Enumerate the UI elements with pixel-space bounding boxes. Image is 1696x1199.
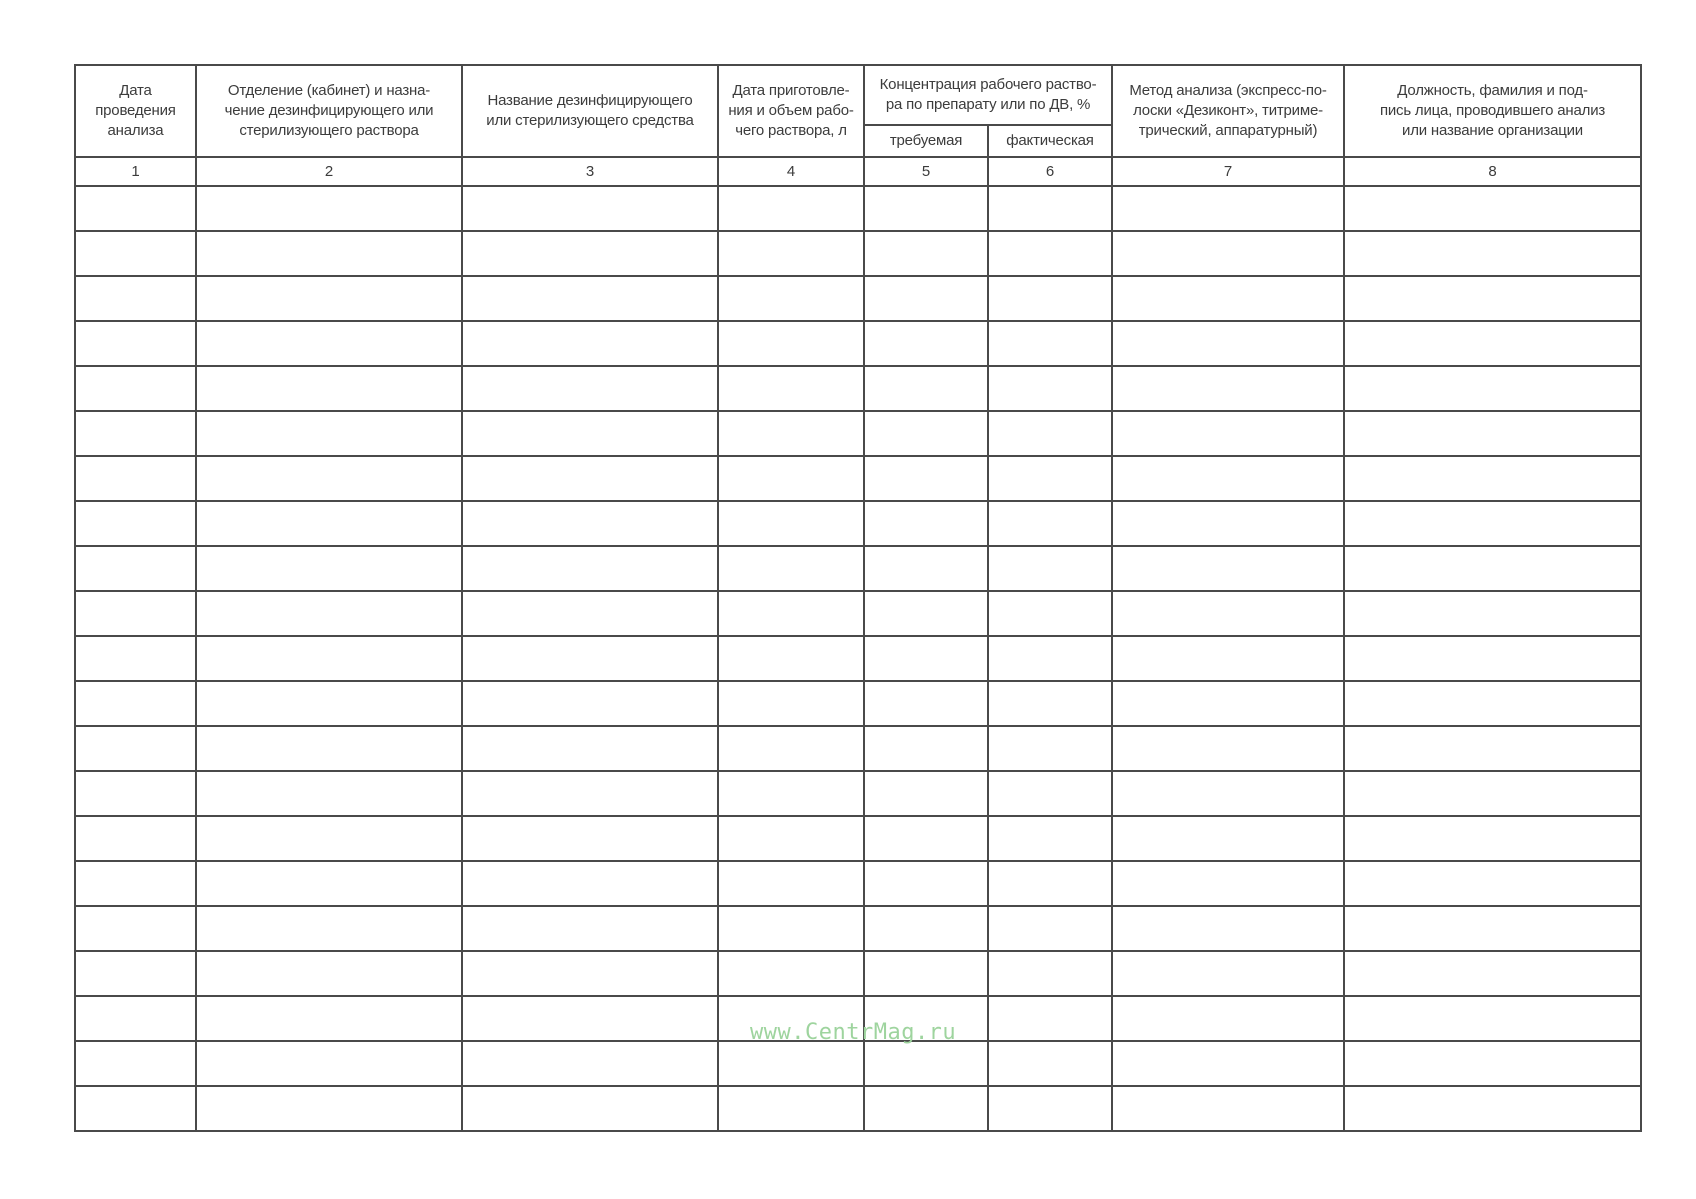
table-cell[interactable] xyxy=(196,816,462,861)
table-cell[interactable] xyxy=(988,321,1112,366)
table-cell[interactable] xyxy=(462,456,718,501)
table-cell[interactable] xyxy=(718,681,864,726)
table-cell[interactable] xyxy=(988,816,1112,861)
table-row xyxy=(75,636,1641,681)
table-cell[interactable] xyxy=(718,231,864,276)
table-cell[interactable] xyxy=(1112,636,1344,681)
table-cell[interactable] xyxy=(718,546,864,591)
table-cell[interactable] xyxy=(196,951,462,996)
table-cell[interactable] xyxy=(196,501,462,546)
table-cell[interactable] xyxy=(1344,906,1641,951)
column-number: 3 xyxy=(462,157,718,186)
table-cell[interactable] xyxy=(196,1041,462,1086)
table-cell[interactable] xyxy=(75,501,196,546)
table-cell[interactable] xyxy=(75,186,196,231)
table-cell[interactable] xyxy=(196,546,462,591)
table-cell[interactable] xyxy=(864,726,988,771)
table-cell[interactable] xyxy=(75,1086,196,1131)
table-body xyxy=(75,157,1641,1131)
table-cell[interactable] xyxy=(718,861,864,906)
table-cell[interactable] xyxy=(462,1041,718,1086)
table-cell[interactable] xyxy=(1344,546,1641,591)
table-cell[interactable] xyxy=(718,906,864,951)
table-cell[interactable] xyxy=(988,591,1112,636)
table-cell[interactable] xyxy=(1344,321,1641,366)
table-cell[interactable] xyxy=(462,726,718,771)
table-cell[interactable] xyxy=(1112,231,1344,276)
table-cell[interactable] xyxy=(988,231,1112,276)
table-row xyxy=(75,546,1641,591)
table-row xyxy=(75,411,1641,456)
table-cell[interactable] xyxy=(196,591,462,636)
table-cell[interactable] xyxy=(864,276,988,321)
table-cell[interactable] xyxy=(196,771,462,816)
table-cell[interactable] xyxy=(988,1041,1112,1086)
table-cell[interactable] xyxy=(718,636,864,681)
table-cell[interactable] xyxy=(75,276,196,321)
table-cell[interactable] xyxy=(75,546,196,591)
table-cell[interactable] xyxy=(1112,501,1344,546)
table-cell[interactable] xyxy=(864,681,988,726)
table-row xyxy=(75,771,1641,816)
table-cell[interactable] xyxy=(718,726,864,771)
column-number: 7 xyxy=(1112,157,1344,186)
table-cell[interactable] xyxy=(75,951,196,996)
table-cell[interactable] xyxy=(75,681,196,726)
column-number: 6 xyxy=(988,157,1112,186)
table-cell[interactable] xyxy=(196,276,462,321)
table-cell[interactable] xyxy=(988,771,1112,816)
table-cell[interactable] xyxy=(864,186,988,231)
table-cell[interactable] xyxy=(988,456,1112,501)
table-cell[interactable] xyxy=(718,771,864,816)
table-cell[interactable] xyxy=(1112,366,1344,411)
table-cell[interactable] xyxy=(988,636,1112,681)
table-row xyxy=(75,726,1641,771)
header-concentration: Концентрация рабочего раство- ра по препарату или по ДВ, % xyxy=(864,65,1112,125)
table-cell[interactable] xyxy=(718,1041,864,1086)
table-cell[interactable] xyxy=(864,501,988,546)
table-cell[interactable] xyxy=(1344,186,1641,231)
table-cell[interactable] xyxy=(196,636,462,681)
table-cell[interactable] xyxy=(988,861,1112,906)
table-cell[interactable] xyxy=(988,366,1112,411)
table-cell[interactable] xyxy=(864,636,988,681)
table-cell[interactable] xyxy=(462,906,718,951)
table-cell[interactable] xyxy=(988,186,1112,231)
table-cell[interactable] xyxy=(1344,951,1641,996)
table-cell[interactable] xyxy=(864,816,988,861)
analysis-log-table xyxy=(74,64,1642,1132)
header-agent-name: Название дезинфицирующего или стерилизующего средства xyxy=(462,65,718,157)
column-number: 2 xyxy=(196,157,462,186)
table-cell[interactable] xyxy=(75,906,196,951)
column-number: 4 xyxy=(718,157,864,186)
table-row xyxy=(75,1041,1641,1086)
table-cell[interactable] xyxy=(988,996,1112,1041)
table-cell[interactable] xyxy=(718,501,864,546)
table-row xyxy=(75,591,1641,636)
table-cell[interactable] xyxy=(196,906,462,951)
table-cell[interactable] xyxy=(1344,591,1641,636)
table-cell[interactable] xyxy=(462,861,718,906)
table-cell[interactable] xyxy=(1344,456,1641,501)
table-cell[interactable] xyxy=(75,321,196,366)
table-cell[interactable] xyxy=(1344,231,1641,276)
table-cell[interactable] xyxy=(864,366,988,411)
table-cell[interactable] xyxy=(988,276,1112,321)
table-cell[interactable] xyxy=(462,951,718,996)
table-cell[interactable] xyxy=(1344,816,1641,861)
table-cell[interactable] xyxy=(75,816,196,861)
table-cell[interactable] xyxy=(1344,1041,1641,1086)
table-cell[interactable] xyxy=(718,951,864,996)
table-cell[interactable] xyxy=(196,681,462,726)
table-row xyxy=(75,501,1641,546)
table-row xyxy=(75,906,1641,951)
header-analysis-method: Метод анализа (экспресс-по- лоски «Дезиконт», титриме- трический, аппаратурный) xyxy=(1112,65,1344,157)
table-row xyxy=(75,231,1641,276)
table-cell[interactable] xyxy=(1112,456,1344,501)
table-cell[interactable] xyxy=(988,411,1112,456)
table-cell[interactable] xyxy=(718,411,864,456)
table-row xyxy=(75,861,1641,906)
table-cell[interactable] xyxy=(718,321,864,366)
table-cell[interactable] xyxy=(462,231,718,276)
column-number-row xyxy=(75,157,1641,186)
table-cell[interactable] xyxy=(1344,861,1641,906)
table-cell[interactable] xyxy=(75,771,196,816)
table-cell[interactable] xyxy=(196,231,462,276)
table-cell[interactable] xyxy=(718,366,864,411)
table-cell[interactable] xyxy=(75,411,196,456)
table-cell[interactable] xyxy=(1112,726,1344,771)
table-cell[interactable] xyxy=(864,771,988,816)
table-cell[interactable] xyxy=(1112,906,1344,951)
log-sheet xyxy=(74,64,1640,1132)
table-cell[interactable] xyxy=(462,1086,718,1131)
header-analysis-date: Дата проведения анализа xyxy=(75,65,196,157)
table-cell[interactable] xyxy=(988,501,1112,546)
table-cell[interactable] xyxy=(75,366,196,411)
table-cell[interactable] xyxy=(1344,726,1641,771)
table-cell[interactable] xyxy=(718,816,864,861)
table-cell[interactable] xyxy=(196,321,462,366)
table-cell[interactable] xyxy=(988,906,1112,951)
table-row xyxy=(75,681,1641,726)
subheader-actual: фактическая xyxy=(988,125,1112,157)
column-number: 5 xyxy=(864,157,988,186)
table-row xyxy=(75,366,1641,411)
table-cell[interactable] xyxy=(718,186,864,231)
table-cell[interactable] xyxy=(718,591,864,636)
table-cell[interactable] xyxy=(196,366,462,411)
table-cell[interactable] xyxy=(1112,321,1344,366)
table-cell[interactable] xyxy=(196,861,462,906)
table-cell[interactable] xyxy=(1112,951,1344,996)
table-row xyxy=(75,456,1641,501)
table-cell[interactable] xyxy=(462,276,718,321)
table-cell[interactable] xyxy=(718,456,864,501)
table-cell[interactable] xyxy=(196,996,462,1041)
table-cell[interactable] xyxy=(1344,276,1641,321)
table-cell[interactable] xyxy=(988,951,1112,996)
table-cell[interactable] xyxy=(462,591,718,636)
table-row xyxy=(75,186,1641,231)
table-cell[interactable] xyxy=(1112,591,1344,636)
table-cell[interactable] xyxy=(75,231,196,276)
table-cell[interactable] xyxy=(864,1086,988,1131)
table-cell[interactable] xyxy=(1344,681,1641,726)
table-cell[interactable] xyxy=(196,456,462,501)
table-cell[interactable] xyxy=(1112,681,1344,726)
table-cell[interactable] xyxy=(864,411,988,456)
table-cell[interactable] xyxy=(1112,546,1344,591)
table-cell[interactable] xyxy=(718,276,864,321)
table-cell[interactable] xyxy=(988,681,1112,726)
table-cell[interactable] xyxy=(1344,636,1641,681)
header-responsible-person: Должность, фамилия и под- пись лица, проводившего анализ или название организации xyxy=(1344,65,1641,157)
table-cell[interactable] xyxy=(988,1086,1112,1131)
table-cell[interactable] xyxy=(718,1086,864,1131)
table-row xyxy=(75,276,1641,321)
column-number: 1 xyxy=(75,157,196,186)
table-cell[interactable] xyxy=(75,1041,196,1086)
table-cell[interactable] xyxy=(75,456,196,501)
table-cell[interactable] xyxy=(1112,186,1344,231)
table-cell[interactable] xyxy=(864,231,988,276)
table-cell[interactable] xyxy=(864,1041,988,1086)
table-cell[interactable] xyxy=(988,546,1112,591)
table-cell[interactable] xyxy=(1344,411,1641,456)
table-cell[interactable] xyxy=(1344,501,1641,546)
table-cell[interactable] xyxy=(196,1086,462,1131)
table-cell[interactable] xyxy=(462,186,718,231)
table-header xyxy=(75,65,1641,157)
table-cell[interactable] xyxy=(1344,1086,1641,1131)
table-cell[interactable] xyxy=(1112,861,1344,906)
table-cell[interactable] xyxy=(462,546,718,591)
table-cell[interactable] xyxy=(75,996,196,1041)
table-cell[interactable] xyxy=(864,906,988,951)
table-cell[interactable] xyxy=(1344,996,1641,1041)
table-row xyxy=(75,1086,1641,1131)
table-cell[interactable] xyxy=(1344,771,1641,816)
table-cell[interactable] xyxy=(75,591,196,636)
table-cell[interactable] xyxy=(864,591,988,636)
watermark: www.CentrMag.ru xyxy=(750,1020,957,1045)
column-number: 8 xyxy=(1344,157,1641,186)
table-cell[interactable] xyxy=(462,411,718,456)
table-cell[interactable] xyxy=(1344,366,1641,411)
table-cell[interactable] xyxy=(1112,411,1344,456)
table-cell[interactable] xyxy=(462,771,718,816)
table-cell[interactable] xyxy=(1112,816,1344,861)
header-department: Отделение (кабинет) и назна- чение дезинфицирующего или стерилизующего раствора xyxy=(196,65,462,157)
table-row xyxy=(75,951,1641,996)
table-cell[interactable] xyxy=(1112,771,1344,816)
table-cell[interactable] xyxy=(196,186,462,231)
table-cell[interactable] xyxy=(1112,1041,1344,1086)
table-cell[interactable] xyxy=(75,861,196,906)
table-cell[interactable] xyxy=(462,996,718,1041)
table-cell[interactable] xyxy=(462,681,718,726)
table-cell[interactable] xyxy=(864,546,988,591)
table-row xyxy=(75,816,1641,861)
table-cell[interactable] xyxy=(196,726,462,771)
table-cell[interactable] xyxy=(864,861,988,906)
table-cell[interactable] xyxy=(75,726,196,771)
table-cell[interactable] xyxy=(196,411,462,456)
subheader-required: требуемая xyxy=(864,125,988,157)
table-cell[interactable] xyxy=(462,366,718,411)
table-cell[interactable] xyxy=(988,726,1112,771)
table-cell[interactable] xyxy=(1112,1086,1344,1131)
table-cell[interactable] xyxy=(1112,276,1344,321)
table-cell[interactable] xyxy=(462,501,718,546)
table-cell[interactable] xyxy=(1112,996,1344,1041)
table-cell[interactable] xyxy=(864,951,988,996)
table-cell[interactable] xyxy=(462,636,718,681)
header-preparation-date: Дата приготовле- ния и объем рабо- чего раствора, л xyxy=(718,65,864,157)
table-row xyxy=(75,321,1641,366)
table-cell[interactable] xyxy=(864,321,988,366)
table-cell[interactable] xyxy=(75,636,196,681)
table-cell[interactable] xyxy=(462,321,718,366)
table-cell[interactable] xyxy=(462,816,718,861)
table-cell[interactable] xyxy=(864,456,988,501)
